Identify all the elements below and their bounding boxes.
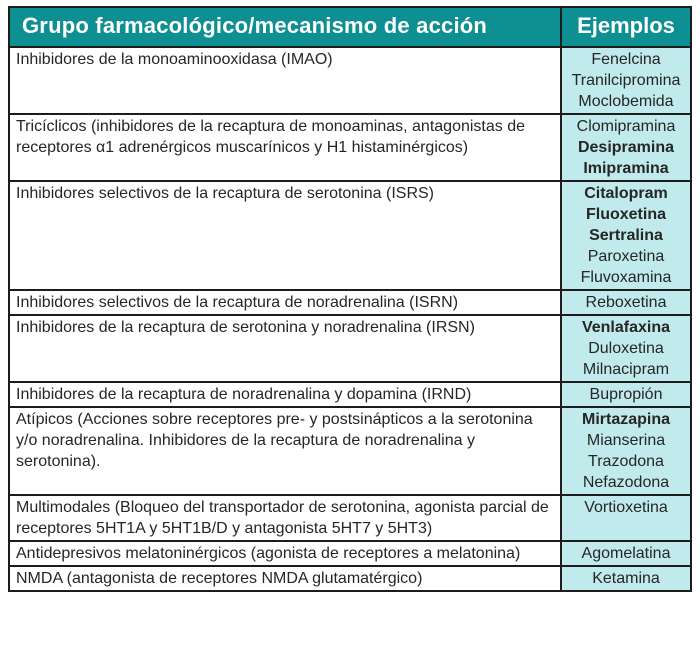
examples-cell <box>561 181 691 290</box>
example-name: Fenelcina <box>591 51 661 68</box>
example-name: Sertralina <box>589 227 663 244</box>
example-name: Agomelatina <box>581 545 671 562</box>
group-cell: Multimodales (Bloqueo del transportador de serotonina, agonista parcial de receptores 5HT1A y 5HT1B/D y antagonista 5HT7 y 5HT3) <box>9 495 561 541</box>
example-name: Moclobemida <box>578 93 674 110</box>
example-name: Desipramina <box>577 139 675 156</box>
table-row <box>9 382 691 407</box>
group-cell: Atípicos (Acciones sobre receptores pre- y postsinápticos a la serotonina y/o noradrenalina. Inhibidores de la recaptura de noradrenalina y serotonina). <box>9 407 561 495</box>
example-name: Fluoxetina <box>585 206 666 223</box>
example-name: Venlafaxina <box>581 319 671 336</box>
example-name: Ketamina <box>592 570 660 587</box>
examples-column-header: Ejemplos <box>561 7 691 47</box>
examples-cell <box>561 47 691 114</box>
example-name: Bupropión <box>589 386 663 403</box>
example-name: Imipramina <box>583 160 669 177</box>
examples-cell <box>561 290 691 315</box>
example-name: Duloxetina <box>588 340 664 357</box>
example-name: Vortioxetina <box>584 499 668 516</box>
example-name: Clomipramina <box>576 118 676 135</box>
example-name: Milnacipram <box>582 361 670 378</box>
table-row <box>9 315 691 382</box>
group-column-header: Grupo farmacológico/mecanismo de acción <box>9 7 561 47</box>
group-cell: Inhibidores de la monoaminooxidasa (IMAO) <box>9 47 561 114</box>
example-name: Paroxetina <box>587 248 665 265</box>
group-cell: Tricíclicos (inhibidores de la recaptura de monoaminas, antagonistas de receptores α1 adrenérgicos muscarínicos y H1 histaminérgicos) <box>9 114 561 181</box>
table-row <box>9 114 691 181</box>
example-name: Mianserina <box>586 432 666 449</box>
group-cell: Antidepresivos melatoninérgicos (agonista de receptores a melatonina) <box>9 541 561 566</box>
examples-cell <box>561 114 691 181</box>
example-name: Citalopram <box>584 185 668 202</box>
examples-cell <box>561 382 691 407</box>
example-name: Mirtazapina <box>581 411 670 428</box>
example-name: Reboxetina <box>585 294 667 311</box>
group-cell: Inhibidores de la recaptura de serotonina y noradrenalina (IRSN) <box>9 315 561 382</box>
header-row <box>9 7 691 47</box>
example-name: Tranilcipromina <box>571 72 681 89</box>
table-row <box>9 407 691 495</box>
table-row <box>9 541 691 566</box>
table-body <box>9 47 691 591</box>
table-row <box>9 495 691 541</box>
examples-cell <box>561 495 691 541</box>
table-row <box>9 47 691 114</box>
example-name: Trazodona <box>588 453 664 470</box>
group-cell: Inhibidores selectivos de la recaptura de serotonina (ISRS) <box>9 181 561 290</box>
examples-cell <box>561 566 691 591</box>
examples-cell <box>561 541 691 566</box>
table-row <box>9 181 691 290</box>
group-cell: NMDA (antagonista de receptores NMDA glutamatérgico) <box>9 566 561 591</box>
group-cell: Inhibidores de la recaptura de noradrenalina y dopamina (IRND) <box>9 382 561 407</box>
example-name: Fluvoxamina <box>580 269 672 286</box>
table-row <box>9 290 691 315</box>
examples-cell <box>561 315 691 382</box>
pharmacology-table <box>8 6 692 592</box>
examples-cell <box>561 407 691 495</box>
example-name: Nefazodona <box>582 474 670 491</box>
table-row <box>9 566 691 591</box>
group-cell: Inhibidores selectivos de la recaptura de noradrenalina (ISRN) <box>9 290 561 315</box>
